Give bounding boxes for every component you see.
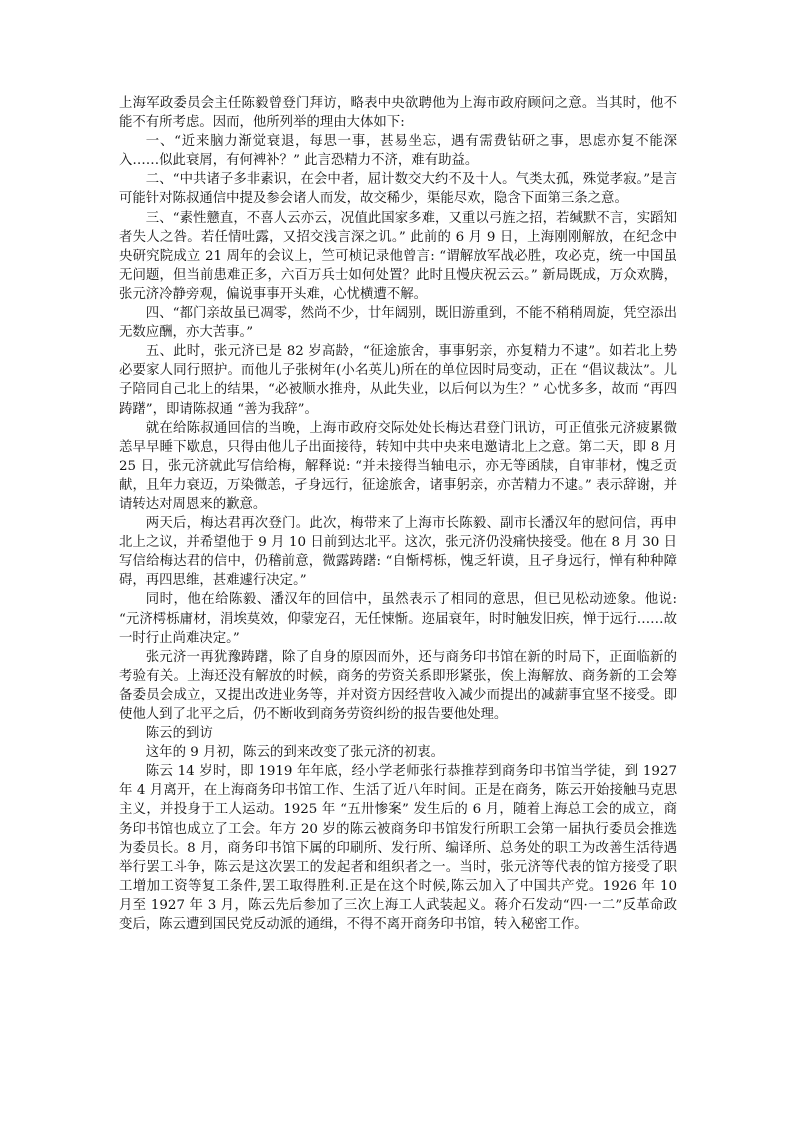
document-page xyxy=(119,94,677,934)
paragraph: 张元济一再犹豫踌躇，除了自身的原因而外，还与商务印书馆在新的时局下，正面临新的考验有关。上海还没有解放的时候，商务的劳资关系即形紧张，俟上海解放、商务新的工会筹备委员会成立，又提出改进业务等，并对资方因经营收入减少而提出的减薪事宜坚不接受。即使他人到了北平之后，仍不断收到商务劳资纠纷的报告要他处理。 xyxy=(119,649,677,722)
paragraph: 就在给陈叔通回信的当晚，上海市政府交际处处长梅达君登门讯访，可正值张元济疲累微恙早早睡下歇息，只得由他儿子出面接待，转知中共中央来电邀请北上之意。第二天，即 8 月 25 日，张元济就此写信给梅，解释说: “并未接得当轴电示，亦无等函牍，自审菲材，愧乏贡献，且年力衰迈，万染微恙，孑身远行，征途旅舍，诸事躬亲，亦苦精力不逮。” 表示辞谢，并请转达对周恩来的歉意。 xyxy=(119,420,677,512)
section-heading: 陈云的到访 xyxy=(145,726,213,742)
paragraph: 两天后，梅达君再次登门。此次，梅带来了上海市长陈毅、副市长潘汉年的慰问信，再申北上之议，并希望他于 9 月 10 日前到达北平。这次，张元济仍没痛快接受。他在 8 月 30 日写信给梅达君的信中，仍稽前意，微露踌躇: “自惭樗栎，愧乏轩谟，且孑身远行，惮有种种障碍，再四思维，甚难遽行决定。” xyxy=(119,516,677,589)
paragraph: 陈云 14 岁时，即 1919 年年底，经小学老师张行恭推荐到商务印书馆当学徒，到 1927 年 4 月离开，在上海商务印书馆工作、生活了近八年时间。正是在商务，陈云开始接触马克思主义，并投身于工人运动。1925 年 “五卅惨案” 发生后的 6 月，随着上海总工会的成立，商务印书馆也成立了工会。年方 20 岁的陈云被商务印书馆发行所职工会第一届执行委员会推选为委员长。8 月，商务印书馆下属的印刷所、发行所、编译所、总务处的职工为改善生活待遇举行罢工斗争，陈云是这次罢工的发起者和组织者之一。当时，张元济等代表的馆方接受了职工增加工资等复工条件,罢工取得胜利.正是在这个时候,陈云加入了中国共产党。1926 年 10 月至 1927 年 3 月，陈云先后参加了三次上海工人武装起义。蒋介石发动“四·一二”反革命政变后，陈云遭到国民党反动派的通缉，不得不离开商务印书馆，转入秘密工作。 xyxy=(119,764,677,933)
paragraph: 上海军政委员会主任陈毅曾登门拜访，略表中央欲聘他为上海市政府顾问之意。当其时，他不能不有所考虑。因而，他所列举的理由大体如下: xyxy=(119,96,677,131)
paragraph: 二、“中共诸子多非素识，在会中者，屈计数交大约不及十人。气类太孤，殊觉孝寂。”是言可能针对陈叔通信中提及参会诸人而发，故交稀少，渠能尽欢，隐含下面第三条之意。 xyxy=(119,172,677,207)
paragraph: 四、“都门亲故虽已凋零，然尚不少，廿年阔别，既旧游重到，不能不稍稍周旋，凭空添出无数应酬，亦大苦事。” xyxy=(119,306,677,341)
paragraph: 三、“素性戆直，不喜人云亦云，况值此国家多难，又重以弓旌之招，若缄默不言，实蹈知者失人之咎。若任情吐露，又招交浅言深之讥。” 此前的 6 月 9 日，上海刚刚解放，在纪念中央研究院成立 21 周年的会议上，竺可桢记录他曾言: “谓解放军战必胜，攻必克，统一中国虽无问题，但当前患难正多，六百万兵士如何处置？此时且慢庆祝云云。” 新局既成，万众欢腾，张元济冷静旁观，偏说事事开头难，心忧横遭不解。 xyxy=(119,210,677,302)
paragraph: 这年的 9 月初，陈云的到来改变了张元济的初衷。 xyxy=(145,745,445,761)
paragraph: 一、“近来脑力渐觉衰退，每思一事，甚易坐忘，遇有需费钻研之事，思虑亦复不能深入……似此衰屑，有何裨补？” 此言恐精力不济，难有助益。 xyxy=(119,134,677,169)
paragraph: 同时，他在给陈毅、潘汉年的回信中，虽然表示了相同的意思，但已见松动迹象。他说: “元济樗栎庸材，涓埃莫效，仰蒙宠召，无任悚惭。迩届衰年，时时触发旧疾，惮于远行……故一时行止尚难决定。” xyxy=(119,592,677,646)
paragraph: 五、此时，张元济已是 82 岁高龄，“征途旅舍，事事躬亲，亦复精力不逮”。如若北上势必要家人同行照护。而他儿子张树年(小名英儿)所在的单位因时局变动，正在 “倡议裁汰”。儿子陪同自己北上的结果，“必被顺水推舟，从此失业，以后何以为生？” 心忧多多，故而 “再四踌躇”，即请陈叔通 “善为我辞”。 xyxy=(119,344,677,417)
